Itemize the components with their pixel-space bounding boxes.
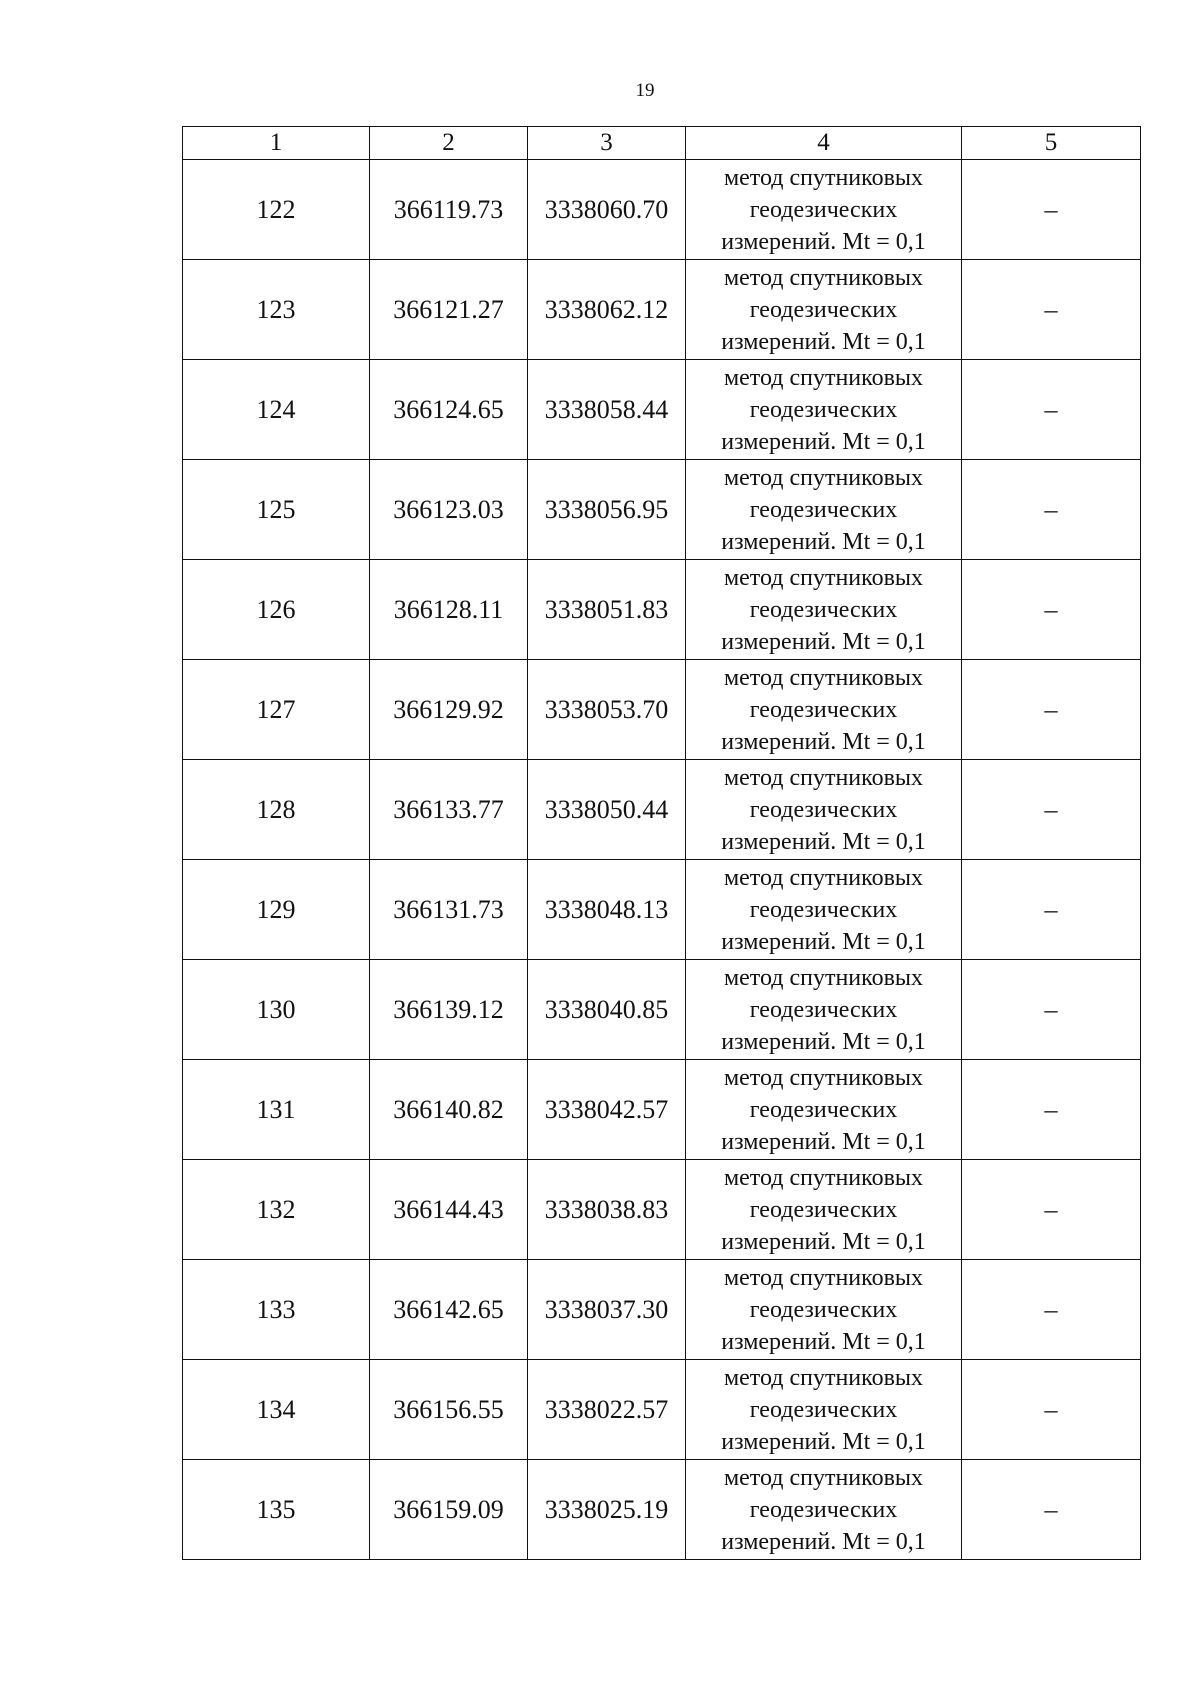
table-row (183, 1060, 1141, 1160)
table-row (183, 1160, 1141, 1260)
method-text-line: геодезических (749, 1296, 898, 1323)
method-text-line: измерений. Mt = 0,1 (721, 228, 926, 255)
table-row (183, 260, 1141, 360)
x-coordinate-cell: 366123.03 (370, 460, 528, 560)
table-row (183, 160, 1141, 260)
point-number-cell: 126 (183, 560, 370, 660)
method-text-line: геодезических (749, 296, 898, 323)
point-number-cell: 135 (183, 1460, 370, 1560)
method-cell (686, 1460, 962, 1560)
method-text-line: метод спутниковых (723, 164, 924, 191)
method-text-line: геодезических (749, 196, 898, 223)
method-cell (686, 660, 962, 760)
point-number-cell: 129 (183, 860, 370, 960)
note-cell: – (962, 660, 1141, 760)
method-cell (686, 560, 962, 660)
point-number-cell: 133 (183, 1260, 370, 1360)
table-row (183, 760, 1141, 860)
table-row (183, 960, 1141, 1060)
method-text-line: геодезических (749, 1396, 898, 1423)
point-number-cell: 122 (183, 160, 370, 260)
point-number-cell: 131 (183, 1060, 370, 1160)
method-text-line: метод спутниковых (723, 664, 924, 691)
method-text-line: геодезических (749, 1196, 898, 1223)
x-coordinate-cell: 366128.11 (370, 560, 528, 660)
method-cell (686, 1360, 962, 1460)
method-text-line: метод спутниковых (723, 1064, 924, 1091)
method-text-line: метод спутниковых (723, 1164, 924, 1191)
method-text-line: измерений. Mt = 0,1 (721, 728, 926, 755)
note-cell: – (962, 960, 1141, 1060)
y-coordinate-cell: 3338060.70 (528, 160, 686, 260)
x-coordinate-cell: 366139.12 (370, 960, 528, 1060)
column-header-2: 2 (370, 127, 528, 160)
table-row (183, 560, 1141, 660)
table-body (183, 160, 1141, 1560)
method-text-line: геодезических (749, 696, 898, 723)
method-cell (686, 860, 962, 960)
coordinates-table (182, 126, 1141, 1560)
method-text-line: метод спутниковых (723, 564, 924, 591)
y-coordinate-cell: 3338050.44 (528, 760, 686, 860)
method-text-line: измерений. Mt = 0,1 (721, 828, 926, 855)
table-row (183, 660, 1141, 760)
method-text-line: измерений. Mt = 0,1 (721, 928, 926, 955)
y-coordinate-cell: 3338062.12 (528, 260, 686, 360)
method-text-line: геодезических (749, 1096, 898, 1123)
y-coordinate-cell: 3338042.57 (528, 1060, 686, 1160)
point-number-cell: 124 (183, 360, 370, 460)
note-cell: – (962, 1260, 1141, 1360)
method-cell (686, 360, 962, 460)
method-text-line: геодезических (749, 1496, 898, 1523)
column-header-1: 1 (183, 127, 370, 160)
x-coordinate-cell: 366156.55 (370, 1360, 528, 1460)
method-text-line: измерений. Mt = 0,1 (721, 528, 926, 555)
table-row (183, 860, 1141, 960)
column-header-3: 3 (528, 127, 686, 160)
point-number-cell: 127 (183, 660, 370, 760)
method-text-line: метод спутниковых (723, 264, 924, 291)
note-cell: – (962, 160, 1141, 260)
method-text-line: измерений. Mt = 0,1 (721, 1128, 926, 1155)
y-coordinate-cell: 3338056.95 (528, 460, 686, 560)
y-coordinate-cell: 3338053.70 (528, 660, 686, 760)
column-header-4: 4 (686, 127, 962, 160)
method-text-line: измерений. Mt = 0,1 (721, 1028, 926, 1055)
method-text-line: измерений. Mt = 0,1 (721, 428, 926, 455)
note-cell: – (962, 760, 1141, 860)
method-text-line: геодезических (749, 896, 898, 923)
table-row (183, 460, 1141, 560)
note-cell: – (962, 360, 1141, 460)
note-cell: – (962, 260, 1141, 360)
method-text-line: измерений. Mt = 0,1 (721, 1328, 926, 1355)
method-text-line: измерений. Mt = 0,1 (721, 1228, 926, 1255)
x-coordinate-cell: 366133.77 (370, 760, 528, 860)
y-coordinate-cell: 3338040.85 (528, 960, 686, 1060)
method-text-line: геодезических (749, 496, 898, 523)
method-cell (686, 960, 962, 1060)
method-text-line: геодезических (749, 796, 898, 823)
y-coordinate-cell: 3338058.44 (528, 360, 686, 460)
note-cell: – (962, 1460, 1141, 1560)
point-number-cell: 123 (183, 260, 370, 360)
method-cell (686, 1160, 962, 1260)
method-text-line: метод спутниковых (723, 464, 924, 491)
table-row (183, 1460, 1141, 1560)
x-coordinate-cell: 366159.09 (370, 1460, 528, 1560)
note-cell: – (962, 1160, 1141, 1260)
method-text-line: измерений. Mt = 0,1 (721, 328, 926, 355)
note-cell: – (962, 460, 1141, 560)
y-coordinate-cell: 3338037.30 (528, 1260, 686, 1360)
y-coordinate-cell: 3338022.57 (528, 1360, 686, 1460)
x-coordinate-cell: 366144.43 (370, 1160, 528, 1260)
x-coordinate-cell: 366131.73 (370, 860, 528, 960)
method-text-line: метод спутниковых (723, 364, 924, 391)
note-cell: – (962, 860, 1141, 960)
x-coordinate-cell: 366129.92 (370, 660, 528, 760)
table-row (183, 1360, 1141, 1460)
method-cell (686, 1260, 962, 1360)
method-text-line: измерений. Mt = 0,1 (721, 628, 926, 655)
point-number-cell: 134 (183, 1360, 370, 1460)
y-coordinate-cell: 3338038.83 (528, 1160, 686, 1260)
y-coordinate-cell: 3338048.13 (528, 860, 686, 960)
note-cell: – (962, 560, 1141, 660)
point-number-cell: 132 (183, 1160, 370, 1260)
x-coordinate-cell: 366140.82 (370, 1060, 528, 1160)
y-coordinate-cell: 3338051.83 (528, 560, 686, 660)
x-coordinate-cell: 366121.27 (370, 260, 528, 360)
method-text-line: геодезических (749, 396, 898, 423)
note-cell: – (962, 1360, 1141, 1460)
y-coordinate-cell: 3338025.19 (528, 1460, 686, 1560)
method-text-line: метод спутниковых (723, 764, 924, 791)
table-row (183, 1260, 1141, 1360)
table-row (183, 360, 1141, 460)
column-header-5: 5 (962, 127, 1141, 160)
method-text-line: геодезических (749, 996, 898, 1023)
method-text-line: измерений. Mt = 0,1 (721, 1428, 926, 1455)
method-text-line: геодезических (749, 596, 898, 623)
x-coordinate-cell: 366119.73 (370, 160, 528, 260)
note-cell: – (962, 1060, 1141, 1160)
point-number-cell: 130 (183, 960, 370, 1060)
method-text-line: метод спутниковых (723, 1264, 924, 1291)
x-coordinate-cell: 366142.65 (370, 1260, 528, 1360)
method-cell (686, 1060, 962, 1160)
method-text-line: метод спутниковых (723, 1464, 924, 1491)
method-cell (686, 160, 962, 260)
method-text-line: метод спутниковых (723, 864, 924, 891)
point-number-cell: 128 (183, 760, 370, 860)
x-coordinate-cell: 366124.65 (370, 360, 528, 460)
method-cell (686, 460, 962, 560)
page-number: 19 (635, 80, 655, 101)
method-cell (686, 760, 962, 860)
method-cell (686, 260, 962, 360)
method-text-line: метод спутниковых (723, 964, 924, 991)
point-number-cell: 125 (183, 460, 370, 560)
table-header-row (183, 127, 1141, 160)
method-text-line: измерений. Mt = 0,1 (721, 1528, 926, 1555)
method-text-line: метод спутниковых (723, 1364, 924, 1391)
